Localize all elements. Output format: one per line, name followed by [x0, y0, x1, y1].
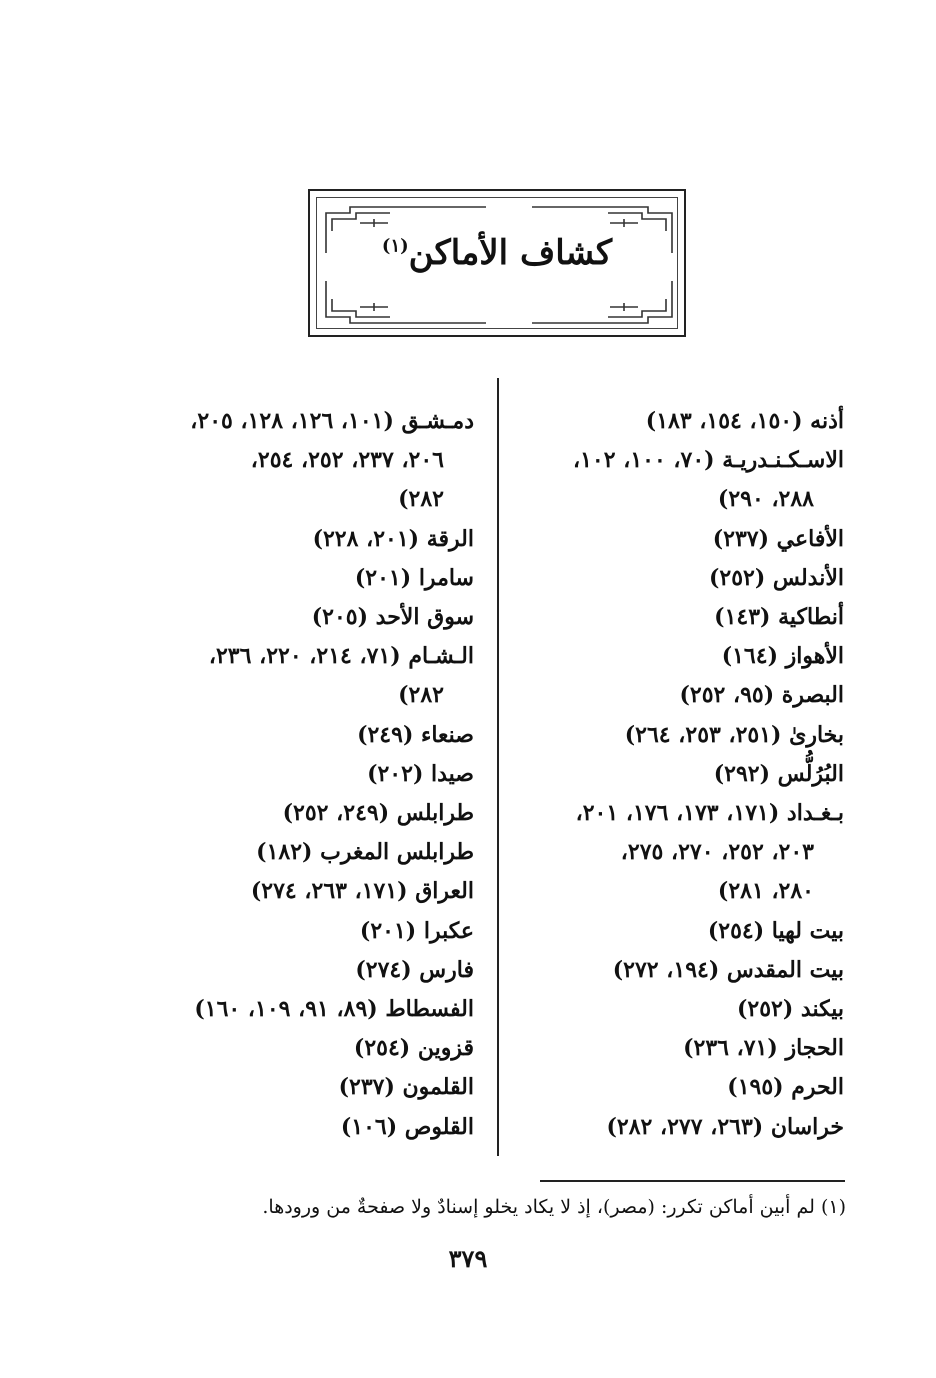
- entry-continuation: ٢٨٨، ٢٩٠): [717, 486, 814, 513]
- index-entry: [144, 990, 474, 1029]
- entry-line: الاسـكـنـدريـة (٧٠، ١٠٠، ١٠٢،: [572, 447, 844, 474]
- index-entry: [144, 1029, 474, 1068]
- index-entry: [504, 676, 844, 715]
- index-entry: [144, 716, 474, 755]
- entry-line: فارس (٢٧٤): [355, 956, 474, 983]
- entry-line: بيكند (٢٥٢): [736, 996, 844, 1023]
- entry-continuation: ٢٨٢): [398, 486, 444, 513]
- entry-line: الأفاعي (٢٣٧): [712, 525, 844, 552]
- entry-line: الفسطاط (٨٩، ٩١، ١٠٩، ١٦٠): [194, 996, 474, 1023]
- entry-line: عكبرا (٢٠١): [359, 917, 474, 944]
- index-entry: [144, 1108, 474, 1147]
- index-entry: [144, 637, 474, 715]
- index-entry: [504, 716, 844, 755]
- entry-continuation: ٢٠٦، ٢٣٧، ٢٥٢، ٢٥٤،: [250, 447, 444, 474]
- index-entry: [504, 598, 844, 637]
- index-entry: [144, 755, 474, 794]
- entry-line: بخارىٰ (٢٥١، ٢٥٣، ٢٦٤): [624, 721, 844, 748]
- entry-line: الرقة (٢٠١، ٢٢٨): [312, 525, 474, 552]
- entry-line: دمـشـق (١٠١، ١٢٦، ١٢٨، ٢٠٥،: [190, 408, 474, 434]
- index-title-text: كشاف الأماكن: [408, 233, 613, 273]
- index-entry: [144, 912, 474, 951]
- entry-line: القلوص (١٠٦): [340, 1113, 474, 1140]
- column-divider: [497, 378, 499, 1156]
- index-entry: [144, 402, 474, 520]
- index-column-right: [504, 402, 844, 1147]
- entry-line: البُرُلُّس (٢٩٢): [713, 760, 844, 787]
- index-entry: [504, 794, 844, 912]
- entry-continuation: ٢٨٢): [398, 682, 444, 709]
- index-title: [310, 233, 684, 273]
- entry-continuation: ٢٨٠، ٢٨١): [717, 878, 814, 905]
- entry-line: طرابلس المغرب (١٨٢): [256, 839, 474, 866]
- entry-line: القلمون (٢٣٧): [338, 1074, 474, 1101]
- entry-line: سامرا (٢٠١): [354, 564, 474, 591]
- title-note-marker: (١): [381, 235, 409, 257]
- entry-line: الحجاز (٧١، ٢٣٦): [683, 1035, 844, 1062]
- entry-line: قزوين (٢٥٤): [353, 1035, 474, 1062]
- index-entry: [144, 794, 474, 833]
- entry-line: الحرم (١٩٥): [727, 1074, 844, 1101]
- entry-line: أذنه (١٥٠، ١٥٤، ١٨٣): [645, 408, 844, 434]
- index-entry: [504, 559, 844, 598]
- entry-line: أنطاكية (١٤٣): [714, 604, 844, 631]
- index-entry: [144, 872, 474, 911]
- index-entry: [504, 990, 844, 1029]
- index-entry: [504, 951, 844, 990]
- index-column-left: [144, 402, 474, 1147]
- index-entry: [144, 520, 474, 559]
- index-entry: [144, 598, 474, 637]
- footnote-marker: (١): [820, 1196, 846, 1218]
- page-number: ٣٧٩: [448, 1244, 488, 1273]
- entry-continuation: ٢٠٣، ٢٥٢، ٢٧٠، ٢٧٥،: [620, 839, 814, 866]
- entry-line: بـغـداد (١٧١، ١٧٣، ١٧٦، ٢٠١،: [575, 800, 844, 827]
- entry-line: بيت لهيا (٢٥٤): [707, 917, 844, 944]
- index-entry: [504, 637, 844, 676]
- index-entry: [144, 1068, 474, 1107]
- entry-line: صيدا (٢٠٢): [367, 760, 474, 787]
- entry-line: الأهواز (١٦٤): [721, 643, 844, 670]
- index-entry: [504, 520, 844, 559]
- entry-line: الـشـام (٧١، ٢١٤، ٢٢٠، ٢٣٦،: [208, 643, 474, 670]
- footnote-rule: [540, 1180, 845, 1182]
- entry-line: سوق الأحد (٢٠٥): [311, 604, 474, 631]
- index-entry: [504, 912, 844, 951]
- index-entry: [504, 755, 844, 794]
- index-entry: [504, 1108, 844, 1147]
- entry-line: خراسان (٢٦٣، ٢٧٧، ٢٨٢): [606, 1113, 844, 1140]
- index-entry: [144, 951, 474, 990]
- footnote-text: لم أبين أماكن تكرر: (مصر)، إذ لا يكاد يخلو إسنادٌ ولا صفحةٌ من ورودها.: [262, 1196, 815, 1218]
- index-entry: [144, 833, 474, 872]
- entry-line: العراق (١٧١، ٢٦٣، ٢٧٤): [250, 878, 474, 905]
- entry-line: البصرة (٩٥، ٢٥٢): [679, 682, 844, 709]
- index-entry: [144, 559, 474, 598]
- entry-line: صنعاء (٢٤٩): [357, 721, 474, 748]
- footnote: [146, 1196, 846, 1218]
- entry-line: بيت المقدس (١٩٤، ٢٧٢): [612, 956, 844, 983]
- entry-line: طرابلس (٢٤٩، ٢٥٢): [282, 800, 474, 827]
- index-entry: [504, 1029, 844, 1068]
- entry-line: الأندلس (٢٥٢): [708, 564, 844, 591]
- index-entry: [504, 1068, 844, 1107]
- index-entry: [504, 441, 844, 519]
- index-entry: [504, 402, 844, 441]
- title-frame: [308, 189, 686, 337]
